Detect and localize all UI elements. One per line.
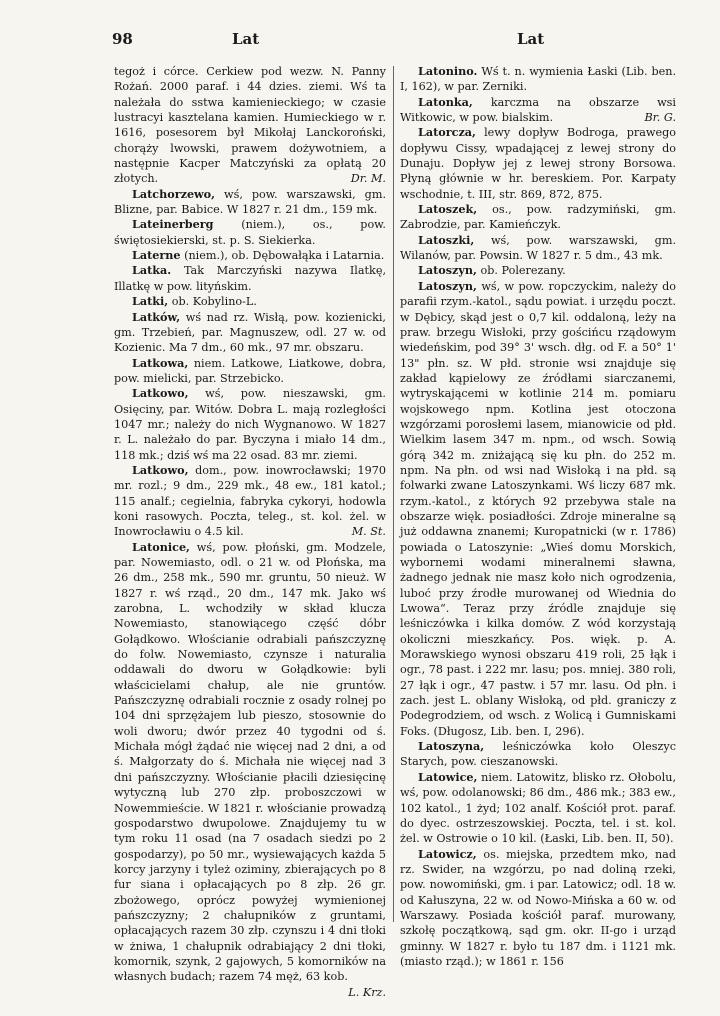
dictionary-entry: [114, 463, 386, 540]
entry-text: wś, pow. nieszawski, gm. Osięciny, par. Witów. Dobra L. mają rozległości 1047 mr.; należy do nich Wygnanowo. W 1827 r. L. należało do par. Byczyna i miało 14 dm., 118 mk.; dziś wś ma 22 osad. 83 mr. ziemi.: [114, 387, 386, 462]
entry-text: ob. Polerezany.: [480, 264, 566, 278]
entry-signature: Dr. M.: [350, 172, 386, 186]
dictionary-entry: [114, 386, 386, 463]
dictionary-entry: [114, 64, 386, 187]
dictionary-entry: [114, 217, 386, 248]
entry-text: Wś t. n. wymienia Łaski (Lib. ben. I, 162), w par. Zerniki.: [400, 65, 677, 94]
entry-headword: Latoszyna,: [418, 739, 485, 754]
dictionary-entry: [400, 125, 676, 202]
page-number: 98: [112, 30, 133, 48]
entry-headword: Latowice,: [418, 769, 478, 784]
entry-text: os., pow. radzymiński, gm. Zabrodzie, par. Kamieńczyk.: [400, 203, 676, 232]
entry-headword: Latkowo,: [132, 462, 189, 477]
entry-text: os. miejska, przedtem mko, nad rz. Swider, na wzgórzu, po nad doliną rzeki, pow. nowomiński, gm. i par. Latowicz; odl. 18 w. od Kałuszyna, 22 w. od Nowo-Mińska a 60 w. od Warszawy. Posiada kościół paraf. murowany, szkołę początkową, sąd gm. okr. II-go i urząd gminny. W 1827 r. było tu 187 dm. i 1121 mk. (miasto rząd.); w 1861 r. 156: [400, 847, 676, 968]
entry-headword: Latorcza,: [418, 125, 476, 140]
entry-text: karczma na obszarze wsi Witkowic, w pow. bialskim.: [400, 95, 676, 125]
dictionary-entry: [400, 739, 676, 770]
entry-headword: Latoszek,: [418, 202, 478, 217]
dictionary-entry: [400, 263, 676, 278]
dictionary-entry: [400, 202, 676, 233]
entry-text: wś, pow. płoński, gm. Modzele, par. Nowemiasto, odl. o 21 w. od Płońska, ma 26 dm., 258 mk., 590 mr. gruntu, 50 nieuż. W 1827 r. wś rząd., 20 dm., 147 mk. Jako wś zarobna, L. wchodziły w skład klucza Nowemiasto, stanowiącego część dóbr Gołądkowo. Włościanie odrabiali pańszczyznę do folw. Nowemiasto, czynsze i naturalia oddawali do dworu w Gołądkowie: byli właścicielami chałup, ale nie gruntów. Pańszczyznę odrabiali rocznie z osady rolnej po 104 dni sprzężajem lub pieszo, stosownie do woli dworu; dwór przez 40 tygodni od ś. Michała mógł żądać nie więcej nad 2 dni, a od ś. Małgorzaty do ś. Michała nie więcej nad 3 dni pańszczyzny. Włościanie płacili dziesięcinę wytyczną lub 270 złp. proboszczowi w Nowemmieście. W 1821 r. włościanie prowadzą gospodarstwo dwupolowe. Znajdujemy tu w tym roku 11 osad (na 7 osadach siedzi po 2 gospodarzy), po 50 mr., wysiewających każda 5 korcy jarzyny i tyleż oziminy, zbierających po 8 fur siana i opłacających po 8 złp. 26 gr. zbożowego, oprócz powyżej wymienionej pańszczyzny; 2 chałupników z gruntami, opłacających razem 30 złp. czynszu i 4 dni tłoki w żniwa, 1 chałupnik odrabiający 2 dni tłoki, komornik, szynk, 2 gajowych, 5 komorników na własnych budach; razem 74 męż, 63 kob.: [114, 540, 386, 984]
entry-signature: Br. G.: [644, 111, 676, 125]
dictionary-entry: [114, 356, 386, 387]
entry-headword: Latki,: [132, 294, 169, 309]
entry-text: wś nad rz. Wisłą, pow. kozienicki, gm. Trzebień, par. Magnuszew, odl. 27 w. od Kozienic. Ma 7 dm., 60 mk., 97 mr. obszaru.: [114, 310, 386, 355]
dictionary-entry: [400, 64, 676, 95]
entry-text: dom., pow. inowrocławski; 1970 mr. rozl.; 9 dm., 229 mk., 48 ew., 181 katol.; 115 analf.; cegielnia, fabryka cykoryi, hodowla koni rasowych. Poczta, teleg., st. kol. żel. w Inowrocławiu o 4.5 kil.: [114, 463, 386, 539]
dictionary-entry: [400, 279, 676, 739]
entry-headword: Latka.: [132, 263, 172, 278]
entry-headword: Latków,: [132, 309, 181, 324]
entry-text: niem. Latkowe, Liatkowe, dobra, pow. mielicki, par. Strzebicko.: [114, 356, 386, 385]
entry-text: wś, pow. warszawski, gm. Blizne, par. Babice. W 1827 r. 21 dm., 159 mk.: [114, 187, 386, 217]
dictionary-entry: [400, 770, 676, 847]
left-running-head: Lat: [232, 30, 260, 48]
dictionary-entry: [400, 95, 676, 126]
entry-headword: Latonka,: [418, 94, 473, 109]
page-header: [0, 30, 720, 54]
entry-headword: Latchorzewo,: [132, 186, 216, 201]
entry-headword: Latoszki,: [418, 232, 475, 247]
entry-text: wś, w pow. ropczyckim, należy do parafii rzym.-katol., sądu powiat. i urzędu poczt. w Dębicy, skąd jest o 0,7 kil. oddaloną, leży na praw. brzegu Wisłoki, przy gościńcu rządowym wiedeńskim, pod 39° 3' wsch. dłg. od F. a 50° 1' 13" płn. sz. W płd. stronie wsi znajduje się zakład kąpielowy ze źródłami siarczanemi, wytryskającemi w kotlinie 214 m. pomiaru wojskowego npm. Kotlina jest otoczona wzgórzami porosłemi lasem, mianowicie od płd. Wielkim lasem 347 m. npm., od wsch. Sowią górą 342 m. zniżającą się ku płn. do 252 m. npm. Na płn. od wsi nad Wisłoką i na płd. są folwarki zwane Latoszynkami. Wś liczy 687 mk. rzym.-katol., z których 92 przebywa stale na obszarze więk. posiadłości. Zdroje mineralne są już oddawna znanemi; Kuropatnicki (w r. 1786) powiada o Latoszynie: „Wieś domu Morskich, wybornemi wodami mineralnemi sławna, żadnego jednak nie masz koło nich ogrodzenia, luboć przy źrodłe murowanej od Wiednia do Lwowa“. Teraz przy źródle znajduje się leśniczówka i kilka domów. Z wód korzystają okoliczni mieszkańcy. Pos. więk. p. A. Morawskiego wynosi obszaru 419 roli, 25 łąk i ogr., 78 past. i 222 mr. lasu; pos. mniej. 380 roli, 27 łąk i ogr., 47 pastw. i 57 mr. lasu. Od płn. i zach. jest L. oblany Wisłoką, od płd. graniczy z Podegrodziem, od wsch. z Wolicą i Gumniskami Foks. (Długosz, Lib. ben. I, 296).: [400, 279, 676, 738]
column-divider: [393, 66, 394, 922]
dictionary-entry: [400, 847, 676, 970]
right-running-head: Lat: [517, 30, 545, 48]
entry-headword: Laterne: [132, 248, 181, 263]
entry-text: niem. Latowitz, blisko rz. Ołobolu, wś, pow. odolanowski; 86 dm., 486 mk.; 383 ew., 102 katol., 1 żyd; 102 analf. Kościół prot. paraf. do dyec. ostrzeszowskiej. Poczta, tel. i st. kol. żel. w Ostrowie o 10 kil. (Łaski, Lib. ben. II, 50).: [400, 770, 676, 846]
dictionary-entry: [400, 233, 676, 264]
dictionary-entry: [114, 310, 386, 356]
entry-text: (niem.), ob. Dębowałąka i Latarnia.: [184, 249, 385, 263]
entry-headword: Latonino.: [418, 64, 478, 78]
entry-text: ob. Kobylino-L.: [171, 295, 257, 309]
left-column: [114, 64, 386, 1000]
entry-signature: L. Krz.: [348, 985, 386, 999]
entry-text: wś, pow. warszawski, gm. Wilanów, par. Powsin. W 1827 r. 5 dm., 43 mk.: [400, 233, 676, 263]
dictionary-entry: [114, 187, 386, 218]
entry-headword: Latonice,: [132, 539, 190, 554]
entry-headword: Latkowo,: [132, 386, 189, 401]
dictionary-entry: [114, 263, 386, 294]
dictionary-entry: [114, 248, 386, 263]
entry-text: leśniczówka koło Oleszyc Starych, pow. cieszanowski.: [400, 740, 676, 769]
entry-text: tegoż i córce. Cerkiew pod wezw. N. Panny Rożań. 2000 paraf. i 44 dzies. ziemi. Wś ta należała do sstwa kamienieckiego; w czasie lustracyi kasztelana kamien. Humieckiego w r. 1616, posesorem był Mikołaj Lanckoroński, chorąży lwowski, prawem dożywotniem, a następnie Kacper Matczyński za opłatą 20 złotych.: [114, 65, 386, 186]
entry-headword: Latkowa,: [132, 355, 189, 370]
entry-headword: Lateinerberg: [132, 217, 214, 232]
entry-headword: Latoszyn,: [418, 278, 477, 293]
right-column: [400, 64, 676, 969]
entry-signature: M. St.: [351, 525, 386, 539]
dictionary-entry: [114, 539, 386, 999]
dictionary-entry: [114, 294, 386, 309]
entry-headword: Latowicz,: [418, 846, 477, 861]
entry-headword: Latoszyn,: [418, 263, 477, 278]
entry-text: (niem.), os., pow. świętosiekierski, st. p. S. Siekierka.: [114, 218, 386, 247]
entry-text: lewy dopływ Bodroga, prawego dopływu Cissy, wpadającej z lewej strony do Dunaju. Dopływ jej z lewej strony Borsowa. Płyną głównie w hr. bereskiem. Por. Karpaty wschodnie, t. III, str. 869, 872, 875.: [400, 126, 676, 201]
entry-text: Tak Marczyński nazywa Ilatkę, Illatkę w pow. lityńskim.: [114, 264, 386, 293]
